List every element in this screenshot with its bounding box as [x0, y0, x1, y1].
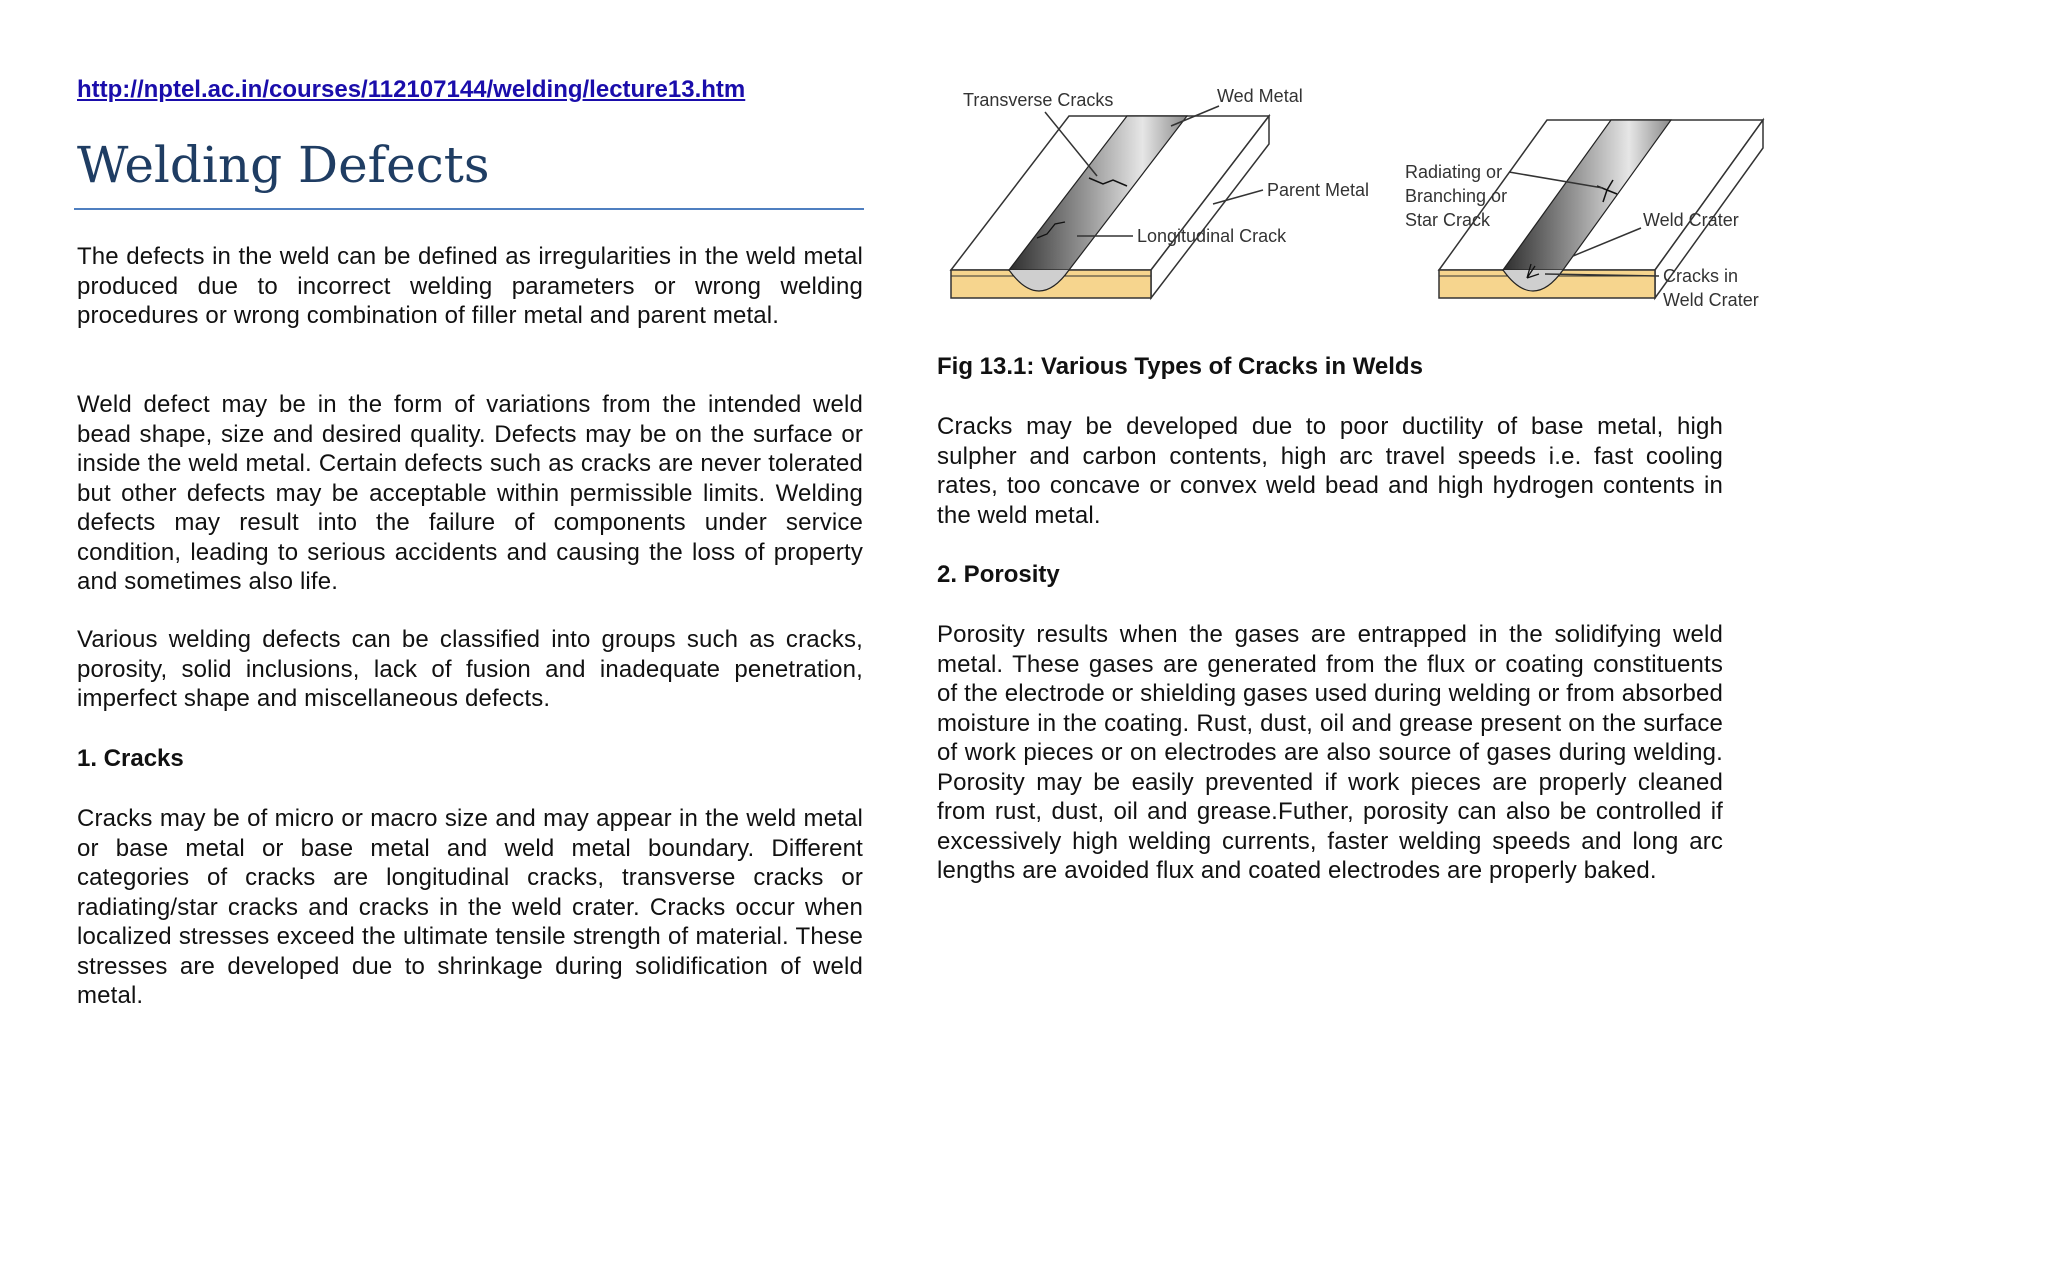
intro-paragraph: The defects in the weld can be defined as irregularities in the weld metal produced due to incorrect welding parameters or wrong welding procedures or wrong combination of filler metal and parent metal.: [77, 243, 863, 329]
label-parent-metal: Parent Metal: [1267, 180, 1370, 200]
cracks-heading: 1. Cracks: [77, 745, 184, 772]
classification-paragraph: Various welding defects can be classified into groups such as cracks, porosity, solid inclusions, lack of fusion and inadequate penetration, imperfect shape and miscellaneous defects.: [77, 626, 863, 712]
porosity-heading: 2. Porosity: [937, 561, 1060, 588]
label-weld-crater: Weld Crater: [1643, 210, 1739, 230]
page-title: Welding Defects: [77, 136, 490, 194]
label-weld-crater-2: Weld Crater: [1663, 290, 1759, 310]
cracks-figure: [937, 78, 1783, 318]
label-branching: Branching or: [1405, 186, 1508, 206]
porosity-paragraph: Porosity results when the gases are entrapped in the solidifying weld metal. These gases are generated from the flux or coating constituents of the electrode or shielding gases used during welding or from absorbed moisture in the coating. Rust, dust, oil and grease present on the surface of work pieces or on electrodes are also source of gases during welding. Porosity may be easily prevented if work pieces are properly cleaned from rust, dust, oil and grease.Futher, porosity can also be controlled if excessively high welding currents, faster welding speeds and long arc lengths are avoided flux and coated electrodes are properly baked.: [937, 621, 1723, 884]
weld-defect-paragraph: Weld defect may be in the form of variations from the intended weld bead shape, size and desired quality. Defects may be on the surface or inside the weld metal. Certain defects such as cracks are never tolerated but other defects may be acceptable within permissible limits. Welding defects may result into the failure of components under service condition, leading to serious accidents and causing the loss of property and sometimes also life.: [77, 391, 863, 595]
label-star-crack: Star Crack: [1405, 210, 1491, 230]
title-underline: [74, 208, 864, 210]
left-weld-block: [951, 116, 1269, 298]
weld-cracks-diagram: [937, 78, 1783, 318]
label-radiating: Radiating or: [1405, 162, 1503, 182]
source-link[interactable]: http://nptel.ac.in/courses/112107144/welding/lecture13.htm: [77, 76, 746, 103]
figure-caption: Fig 13.1: Various Types of Cracks in Welds: [937, 353, 1423, 380]
label-transverse-cracks: Transverse Cracks: [963, 90, 1114, 110]
cracks-paragraph: Cracks may be of micro or macro size and may appear in the weld metal or base metal or base metal and weld metal boundary. Different categories of cracks are longitudinal cracks, transverse cracks or radiating/star cracks and cracks in the weld crater. Cracks occur when localized stresses exceed the ultimate tensile strength of material. These stresses are developed due to shrinkage during solidification of weld metal.: [77, 805, 863, 1009]
cracks-causes-paragraph: Cracks may be developed due to poor ductility of base metal, high sulpher and carbon contents, high arc travel speeds i.e. fast cooling rates, too concave or convex weld bead and high hydrogen contents in the weld metal.: [937, 413, 1723, 529]
label-wed-metal: Wed Metal: [1217, 86, 1303, 106]
label-cracks-in: Cracks in: [1663, 266, 1739, 286]
label-longitudinal-crack: Longitudinal Crack: [1137, 226, 1287, 246]
